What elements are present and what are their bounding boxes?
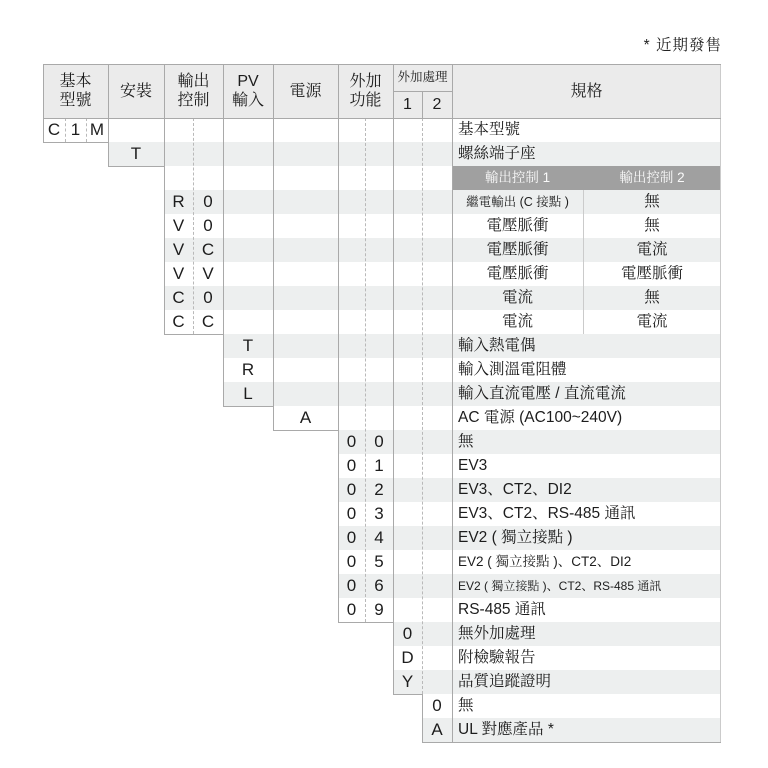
code-cell: 0	[203, 192, 213, 211]
col-header-output-line: 控制	[177, 92, 210, 109]
spec-cell: EV2 ( 獨立接點 )	[458, 529, 573, 546]
spec-cell-output2: 電流	[636, 241, 668, 258]
spec-cell: 無外加處理	[458, 625, 536, 642]
code-cell: 0	[203, 288, 213, 307]
grid-hline	[43, 142, 108, 143]
code-cell: 0	[346, 528, 357, 547]
col-header-func-line: 外加	[349, 73, 382, 90]
spec-cell-output1: 電壓脈衝	[486, 241, 549, 258]
spec-cell: EV2 ( 獨立接點 )、CT2、RS-485 通訊	[458, 579, 662, 593]
code-cell: L	[243, 384, 253, 403]
spec-cell-output1: 電壓脈衝	[486, 265, 549, 282]
spec-cell: 無	[458, 433, 474, 450]
spec-cell: AC 電源 (AC100~240V)	[458, 409, 623, 426]
grid-hline	[422, 742, 721, 743]
code-cell: 4	[374, 528, 384, 547]
code-cell: 1	[70, 120, 81, 139]
code-subcell-divider	[422, 118, 423, 694]
spec-cell-output2: 無	[644, 193, 660, 210]
code-cell: C	[47, 120, 61, 139]
code-cell: R	[172, 192, 185, 211]
spec-cell-output1: 電流	[501, 289, 533, 306]
code-cell: 0	[346, 552, 357, 571]
code-cell: 0	[402, 624, 413, 643]
code-cell: 0	[346, 456, 357, 475]
col-header-basic-line: 基本	[59, 73, 92, 90]
spec-cell: 輸入直流電壓 / 直流電流	[458, 385, 626, 402]
spec-cell-output2: 電流	[636, 313, 668, 330]
spec-cell: UL 對應產品 *	[458, 721, 554, 738]
code-cell: 0	[346, 576, 357, 595]
code-cell: 0	[374, 432, 384, 451]
band-label-output-control-1: 輸出控制 1	[484, 170, 551, 185]
code-cell: 0	[346, 480, 357, 499]
col-header-power	[273, 64, 338, 118]
grid-hline	[393, 694, 422, 695]
spec-cell-output2: 無	[644, 217, 660, 234]
code-cell: C	[201, 312, 215, 331]
code-cell: 6	[374, 576, 384, 595]
grid-hline	[108, 166, 164, 167]
col-header-output	[164, 64, 223, 118]
col-header-output-line: 輸出	[177, 73, 210, 90]
code-cell: 0	[203, 216, 213, 235]
spec-cell-output1: 電壓脈衝	[486, 217, 549, 234]
code-cell: 5	[374, 552, 384, 571]
code-cell: V	[172, 216, 185, 235]
code-cell: V	[172, 264, 185, 283]
spec-cell: EV3、CT2、RS-485 通訊	[458, 505, 636, 522]
code-cell: Y	[401, 672, 414, 691]
model-code-table	[43, 64, 721, 743]
col-header-mount	[108, 64, 164, 118]
code-cell: T	[242, 336, 254, 355]
code-cell: 0	[346, 432, 357, 451]
spec-cell-output1: 電流	[501, 313, 533, 330]
col-header-power-line: 電源	[289, 82, 322, 100]
grid-hline	[223, 406, 273, 407]
spec-cell: 附檢驗報告	[458, 649, 536, 666]
code-cell: C	[172, 288, 185, 307]
grid-hline	[164, 334, 223, 335]
spec-cell: 輸入測溫電阻體	[458, 361, 567, 378]
spec-cell-output1: 繼電輸出 (C 接點 )	[466, 195, 569, 209]
code-cell: V	[172, 240, 185, 259]
col-header-mount-line: 安裝	[119, 82, 152, 100]
code-cell: A	[299, 408, 312, 427]
code-cell: 0	[432, 696, 442, 715]
spec-cell: EV3	[458, 457, 488, 474]
code-cell: 0	[346, 504, 357, 523]
band-label-output-control-2: 輸出控制 2	[619, 170, 685, 185]
spec-cell: RS-485 通訊	[458, 601, 546, 618]
spec-cell: 基本型號	[458, 121, 521, 138]
release-note: * 近期發售	[643, 37, 722, 54]
code-cell: V	[202, 264, 214, 283]
col-header-pv	[223, 64, 273, 118]
col-header-process-1: 1	[403, 96, 412, 113]
col-header-pv-line: 輸入	[231, 92, 264, 109]
code-cell: 3	[374, 504, 384, 523]
col-header-pv-line: PV	[237, 73, 259, 90]
grid-vline	[393, 64, 394, 694]
code-cell: 1	[374, 456, 384, 475]
spec-cell: 無	[458, 697, 474, 714]
code-cell: T	[130, 144, 142, 163]
spec-cell: 輸入熱電偶	[458, 337, 536, 354]
code-cell: C	[172, 312, 185, 331]
spec-cell-output2: 無	[644, 289, 660, 306]
code-cell: D	[401, 648, 414, 667]
col-header-process: 外加處理	[397, 70, 448, 84]
code-cell: R	[241, 360, 255, 379]
col-header-basic	[43, 64, 108, 118]
spec-cell-output2: 電壓脈衝	[620, 265, 683, 282]
code-cell: C	[201, 240, 215, 259]
code-cell: 9	[374, 600, 384, 619]
grid-hline	[273, 430, 338, 431]
code-cell: A	[431, 720, 443, 739]
col-header-func-line: 功能	[349, 92, 382, 109]
col-header-spec: 規格	[570, 82, 603, 100]
spec-cell: EV2 ( 獨立接點 )、CT2、DI2	[458, 554, 632, 569]
code-cell: M	[89, 120, 105, 139]
code-cell: 2	[374, 480, 384, 499]
grid-hline	[338, 622, 393, 623]
col-header-func	[338, 64, 393, 118]
spec-cell: EV3、CT2、DI2	[458, 481, 572, 498]
spec-cell: 螺絲端子座	[458, 145, 536, 162]
spec-cell: 品質追蹤證明	[458, 673, 552, 690]
col-header-basic-line: 型號	[59, 92, 92, 109]
col-header-process-2: 2	[432, 96, 442, 113]
code-cell: 0	[346, 600, 357, 619]
